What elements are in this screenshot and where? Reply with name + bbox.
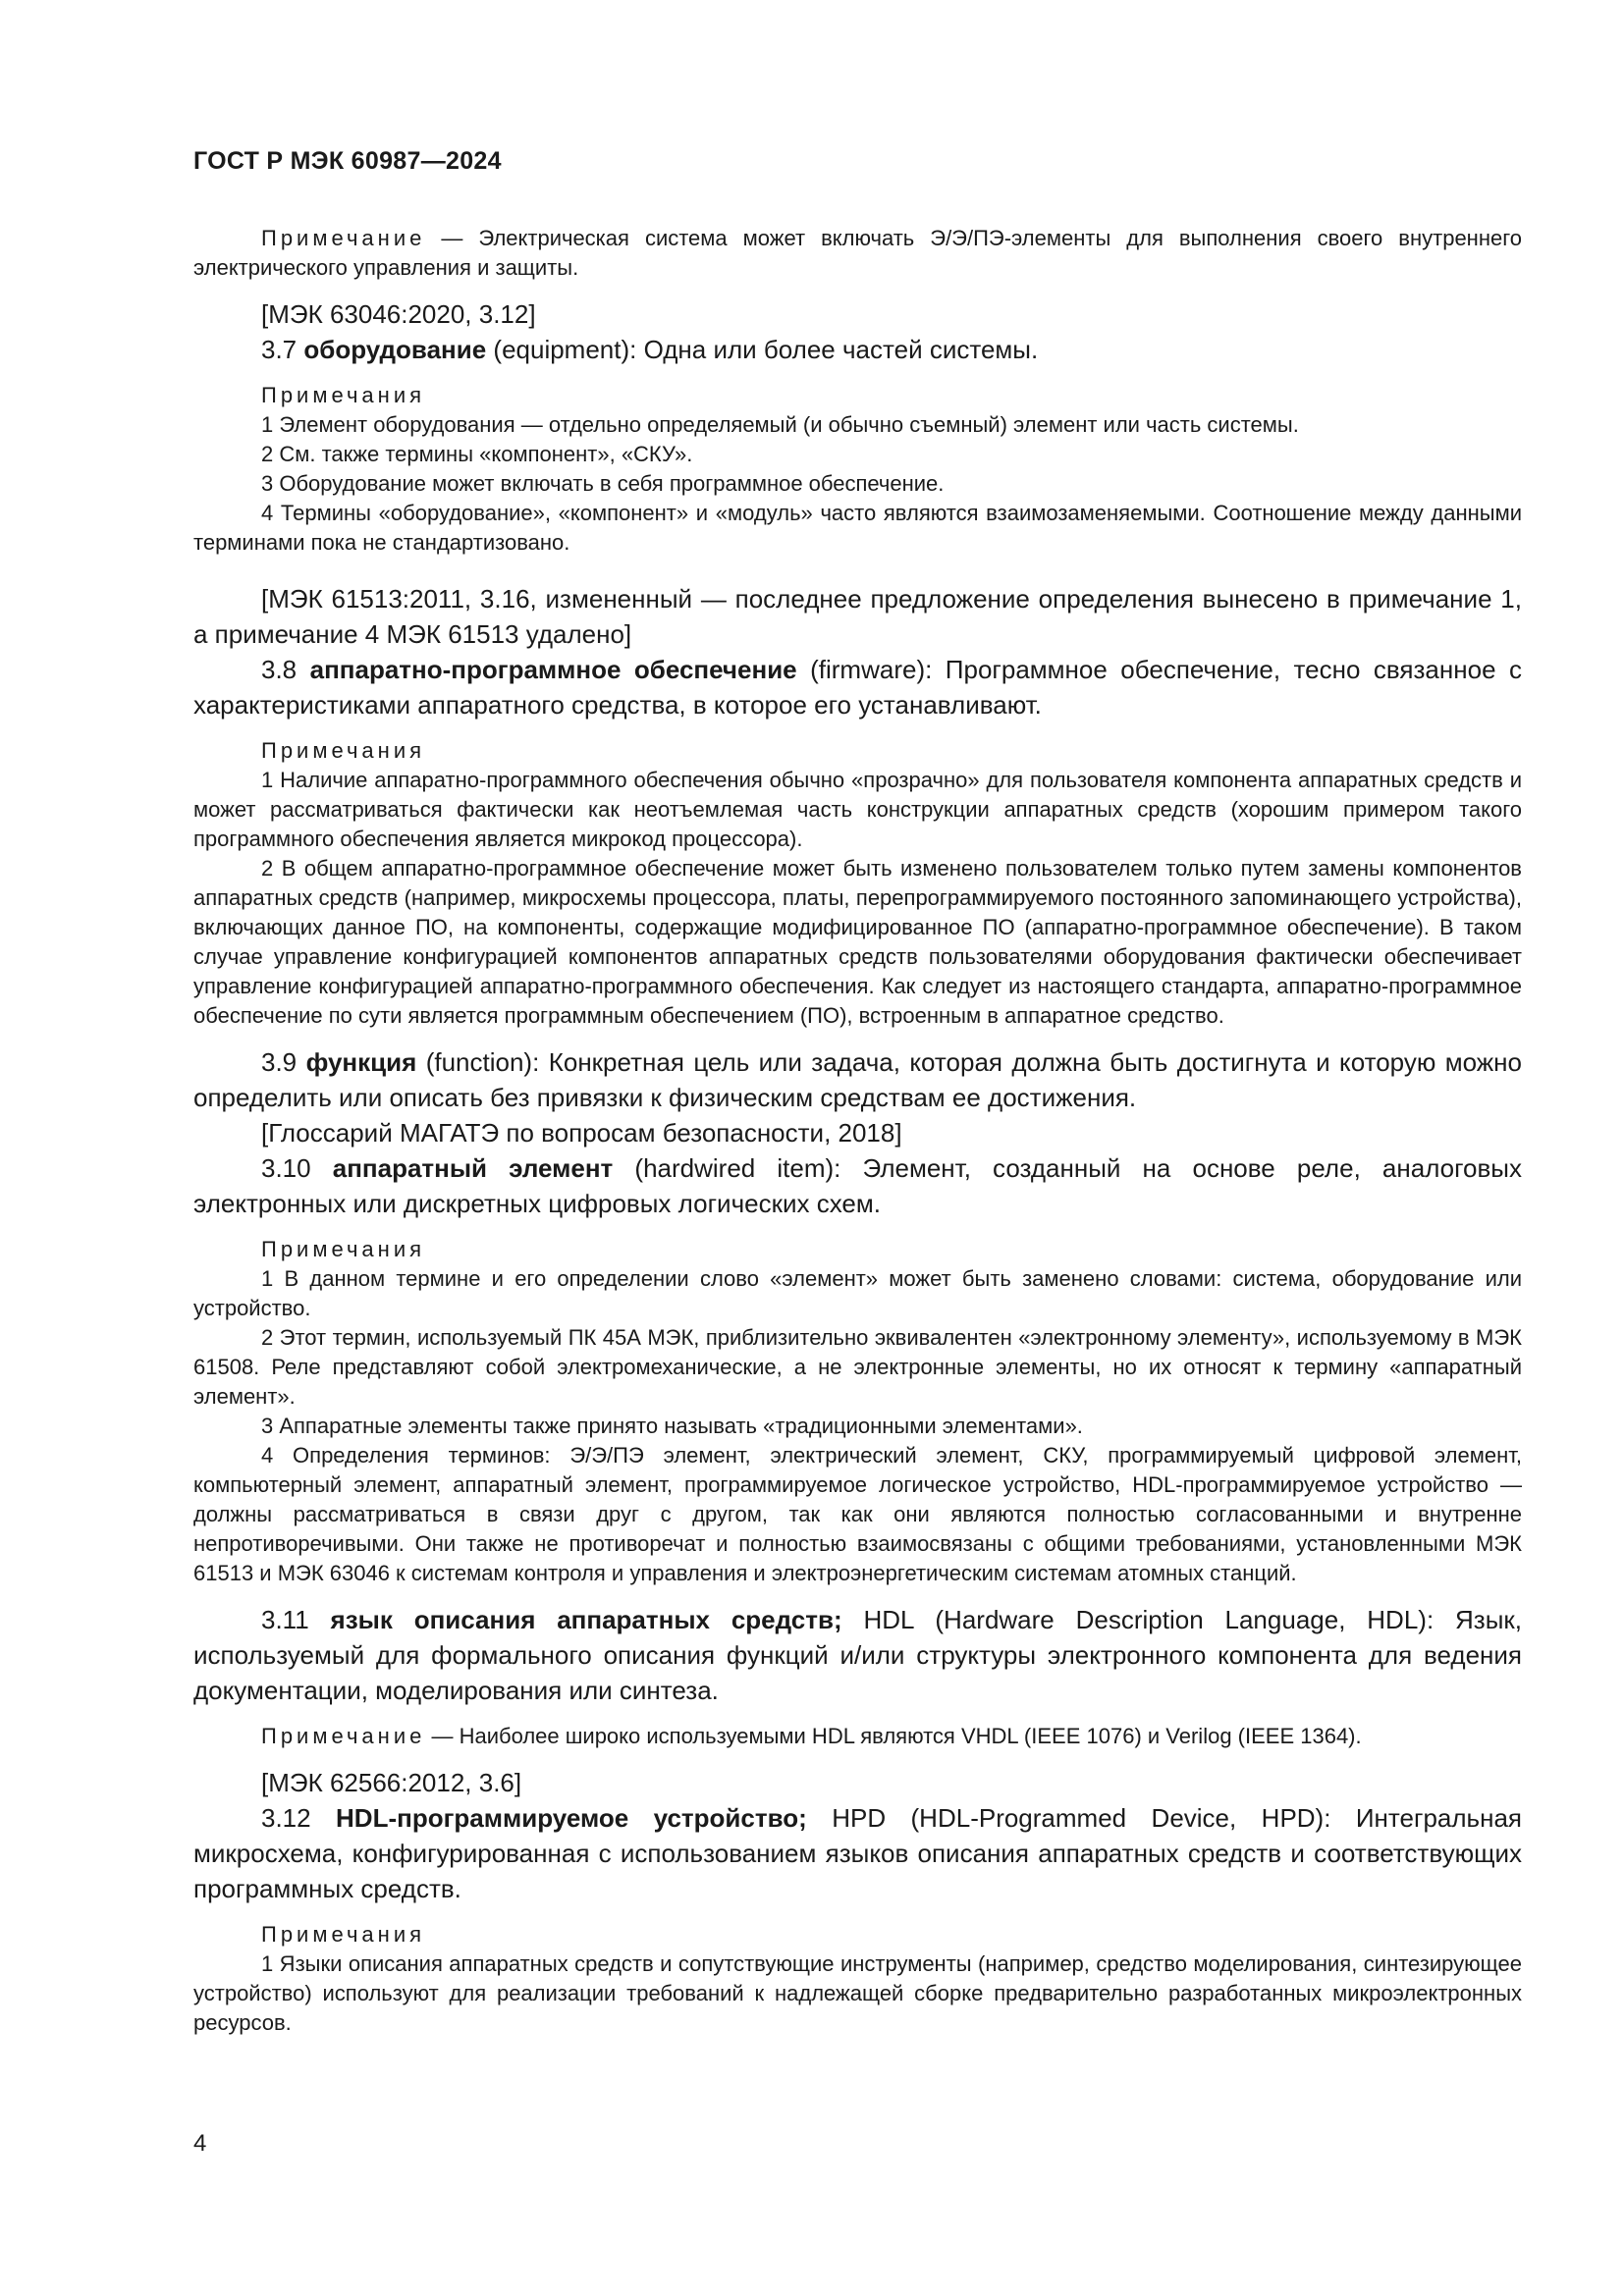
note-item: 1 Языки описания аппаратных средств и сопутствующие инструменты (например, средство моделирования, синтезирующее устройство) используют для реализации требований к надлежащей сборке предварительно разработанных микроэлектронных ресурсов.	[193, 1951, 1522, 2035]
term-3-12	[193, 1800, 1522, 1906]
term-number: 3.11	[261, 1605, 331, 1634]
note-label: Примечание	[261, 226, 426, 250]
note-item: 2 См. также термины «компонент», «СКУ».	[261, 442, 693, 466]
notes-label: Примечания	[261, 1922, 426, 1947]
note-text: — Наиболее широко используемыми HDL являются VHDL (IEEE 1076) и Verilog (IEEE 1364).	[425, 1724, 1362, 1748]
term-number: 3.12	[261, 1803, 337, 1833]
note-item: 4 Определения терминов: Э/Э/ПЭ элемент, электрический элемент, СКУ, программируемый цифровой элемент, компьютерный элемент, аппаратный элемент, программируемое логическое устройство, HDL-программируемое устройство — должны рассматриваться в связи друг с другом, так как они являются полностью согласованными и внутренне непротиворечивыми. Они также не противоречат и полностью взаимосвязаны с общими требованиями, установленными МЭК 61513 и МЭК 63046 к системам контроля и управления и электроэнергетическим системам атомных станций.	[193, 1443, 1522, 1585]
term-definition: HDL (Hardware Description Language, HDL): Язык, используемый для формального описания функций и/или структуры электронного компонента для ведения документации, моделирования или синтеза.	[193, 1605, 1522, 1705]
note-hdl	[193, 1722, 1522, 1751]
note-item: 1 В данном термине и его определении слово «элемент» может быть заменено словами: система, оборудование или устройство.	[193, 1266, 1522, 1320]
note-item: 1 Элемент оборудования — отдельно определяемый (и обычно съемный) элемент или часть системы.	[261, 412, 1299, 437]
note-electrical-system	[193, 224, 1522, 283]
document-body	[193, 224, 1522, 2038]
term-title: аппаратный элемент	[332, 1153, 614, 1183]
reference: [МЭК 62566:2012, 3.6]	[261, 1768, 522, 1797]
term-3-9	[193, 1044, 1522, 1115]
document-header: ГОСТ Р МЭК 60987—2024	[193, 147, 502, 175]
term-number: 3.7	[261, 335, 304, 364]
note-item: 3 Оборудование может включать в себя программное обеспечение.	[261, 471, 945, 496]
notes-label: Примечания	[261, 1237, 426, 1261]
note-label: Примечание	[261, 1724, 426, 1748]
term-3-8	[193, 652, 1522, 722]
note-text: — Электрическая система может включать Э/Э/ПЭ-элементы для выполнения своего внутреннего электрического управления и защиты.	[193, 226, 1522, 280]
notes-label: Примечания	[261, 738, 426, 763]
note-item: 2 В общем аппаратно-программное обеспечение может быть изменено пользователем только путем замены компонентов аппаратных средств (например, микросхемы процессора, платы, перепрограммируемого постоянного запоминающего устройства), включающих данное ПО, на компоненты, содержащие модифицированное ПО (аппаратно-программное обеспечение). В таком случае управление конфигурацией компонентов аппаратных средств пользователями оборудования фактически обеспечивает управление конфигурацией аппаратно-программного обеспечения. Как следует из настоящего стандарта, аппаратно-программное обеспечение по сути является программным обеспечением (ПО), встроенным в аппаратное средство.	[193, 856, 1522, 1028]
note-item: 4 Термины «оборудование», «компонент» и «модуль» часто являются взаимозаменяемыми. Соотношение между данными терминами пока не стандартизовано.	[193, 501, 1522, 555]
page-number: 4	[193, 2130, 207, 2157]
term-title: оборудование	[303, 335, 487, 364]
note-item: 1 Наличие аппаратно-программного обеспечения обычно «прозрачно» для пользователя компонента аппаратных средств и может рассматриваться фактически как неотъемлемая часть конструкции аппаратных средств (хорошим примером такого программного обеспечения является микрокод процессора).	[193, 768, 1522, 851]
term-3-11	[193, 1602, 1522, 1708]
term-number: 3.8	[261, 655, 310, 684]
reference: [МЭК 61513:2011, 3.16, измененный — последнее предложение определения вынесено в примечание 1, а примечание 4 МЭК 61513 удалено]	[193, 584, 1522, 649]
term-definition: (function): Конкретная цель или задача, которая должна быть достигнута и которую можно определить или описать без привязки к физическим средствам ее достижения.	[193, 1047, 1522, 1112]
term-number: 3.10	[261, 1153, 333, 1183]
term-title: HDL-программируемое устройство;	[336, 1803, 807, 1833]
reference: [Глоссарий МАГАТЭ по вопросам безопасности, 2018]	[261, 1118, 902, 1148]
note-item: 2 Этот термин, используемый ПК 45А МЭК, приблизительно эквивалентен «электронному элементу», используемому в МЭК 61508. Реле представляют собой электромеханические, а не электронные элементы, но их относят к термину «аппаратный элемент».	[193, 1325, 1522, 1409]
term-definition: (firmware): Программное обеспечение, тесно связанное с характеристиками аппаратного средства, в которое его устанавливают.	[193, 655, 1522, 720]
term-title: аппаратно-программное обеспечение	[309, 655, 797, 684]
term-title: язык описания аппаратных средств;	[330, 1605, 842, 1634]
term-definition: (equipment): Одна или более частей системы.	[486, 335, 1039, 364]
term-number: 3.9	[261, 1047, 306, 1077]
notes-label: Примечания	[261, 383, 426, 407]
reference: [МЭК 63046:2020, 3.12]	[261, 299, 536, 329]
term-3-7	[193, 332, 1522, 367]
note-item: 3 Аппаратные элементы также принято называть «традиционными элементами».	[261, 1414, 1083, 1438]
term-title: функция	[305, 1047, 417, 1077]
term-definition: (hardwired item): Элемент, созданный на основе реле, аналоговых электронных или дискретных цифровых логических схем.	[193, 1153, 1522, 1218]
term-definition: HPD (HDL-Programmed Device, HPD): Интегральная микросхема, конфигурированная с использованием языков описания аппаратных средств и соответствующих программных средств.	[193, 1803, 1523, 1903]
term-3-10	[193, 1150, 1522, 1221]
